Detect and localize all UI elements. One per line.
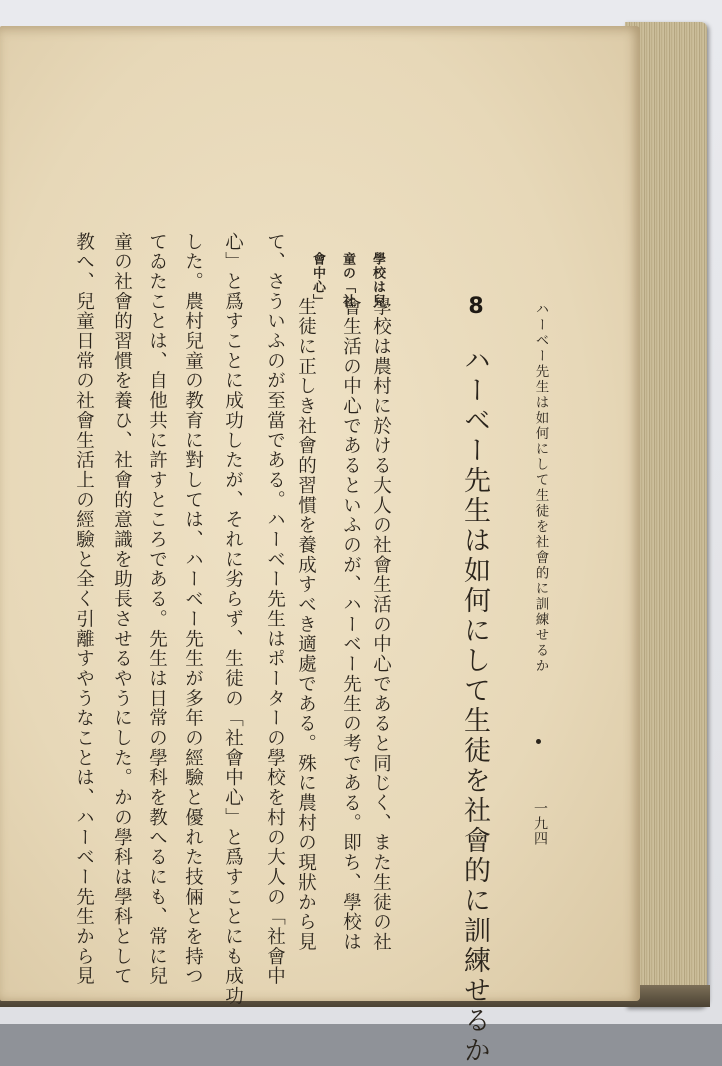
body-line: した。農村兒童の教育に對しては、ハーベー先生が多年の經驗と優れた技倆とを持つ — [182, 232, 204, 987]
body-line: て、さういふのが至當である。ハーベー先生はポーターの學校を村の大人の「社會中 — [264, 232, 286, 987]
chapter-title: ハーベー先生は如何にして生徒を社會的に訓練せるか — [459, 346, 490, 1066]
body-line: 心」と爲すことに成功したが、それに劣らず、生徒の「社會中心」と爲すことにも成功 — [222, 232, 244, 1007]
margin-note-line: 童の「社 — [340, 252, 355, 308]
body-line: 會生活の中心であるといふのが、ハーベー先生の考である。即ち、學校は — [340, 297, 362, 953]
margin-note-line: 學校は兒 — [370, 252, 385, 308]
running-head-dot — [536, 739, 541, 744]
body-line: 生徒に正しき社會的習慣を養成すべき適處である。殊に農村の現狀から見 — [295, 297, 317, 953]
page-number: 一九四 — [532, 801, 548, 846]
chapter-number: 8 — [468, 294, 484, 319]
running-head: ハーベー先生は如何にして生徒を社會的に訓練せるか — [532, 302, 549, 674]
margin-note-line: 會中心」 — [310, 252, 325, 308]
body-line: てゐたことは、自他共に許すところである。先生は日常の學科を教へるにも、常に兒 — [146, 232, 168, 987]
body-line: 教へ、兒童日常の社會生活上の經驗と全く引離すやうなことは、ハーベー先生から見 — [73, 232, 95, 987]
body-line: 童の社會的習慣を養ひ、社會的意識を助長させるやうにした。かの學科は學科として — [111, 232, 133, 987]
book-page — [0, 26, 640, 1066]
body-line: 學校は農村に於ける大人の社會生活の中心であると同じく、また生徒の社 — [370, 297, 392, 953]
